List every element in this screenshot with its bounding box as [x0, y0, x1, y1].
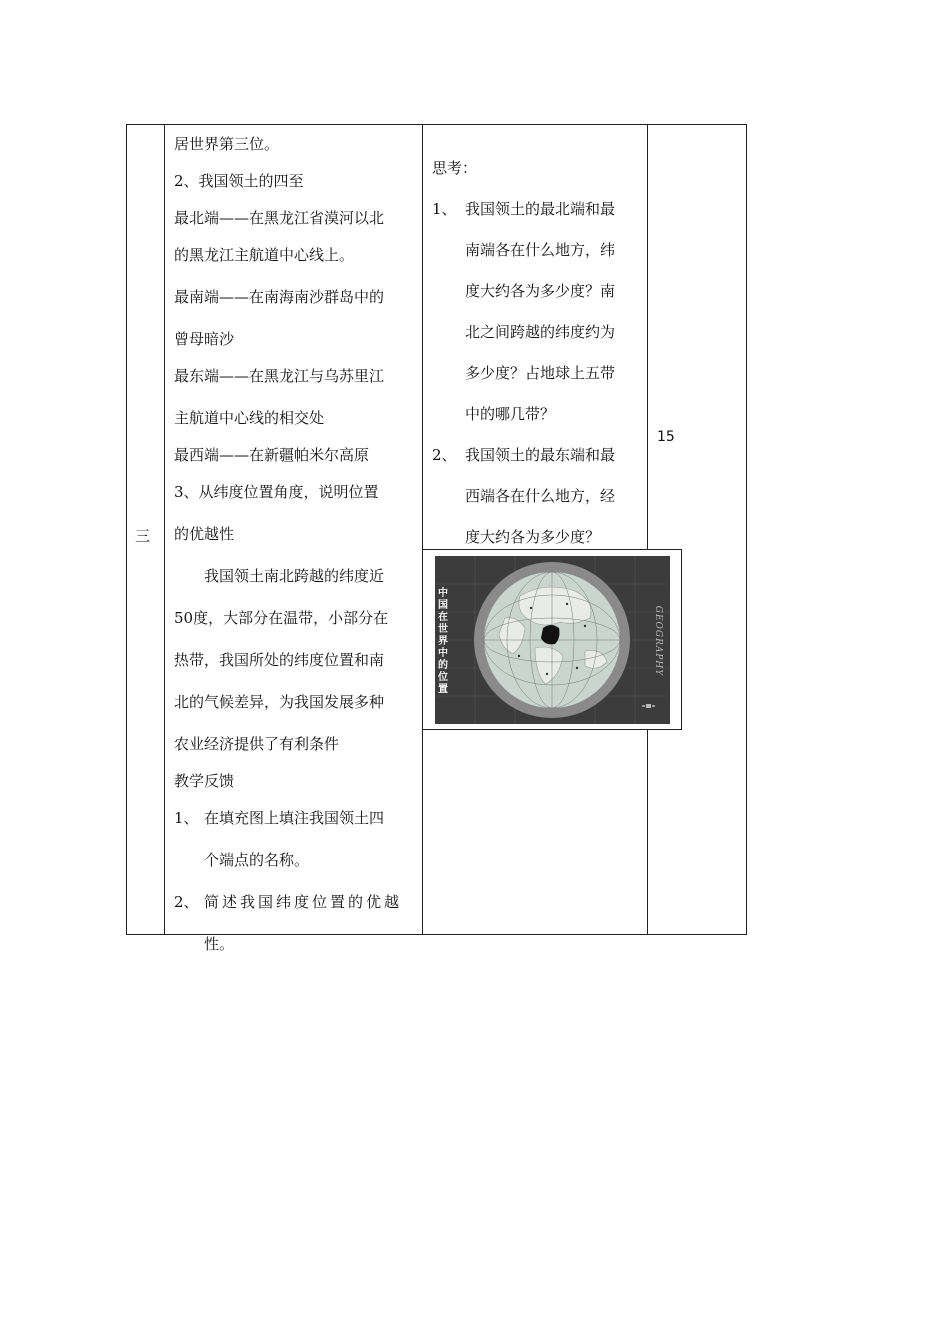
- content-line: 的优越性: [174, 525, 235, 543]
- content-line: 农业经济提供了有利条件: [174, 735, 340, 753]
- question-text: 北之间跨越的纬度约为: [465, 323, 616, 341]
- column-divider: [164, 125, 165, 934]
- content-line: 50度，大部分在温带，小部分在: [174, 609, 389, 627]
- content-line: 3、从纬度位置角度，说明位置: [174, 483, 379, 501]
- question-text: 度大约各为多少度？南: [465, 282, 616, 300]
- feedback-item: [174, 803, 418, 845]
- content-line: 最北端——在黑龙江省漠河以北: [174, 209, 385, 227]
- activity-heading: 思考：: [432, 159, 478, 177]
- map-image: [435, 556, 670, 724]
- question-number: 1、: [432, 200, 457, 218]
- globe-illustration: [435, 556, 670, 724]
- satellite-icon: [642, 701, 656, 711]
- world-map-figure: [422, 549, 682, 730]
- question-2: [432, 438, 647, 479]
- feedback-text-cont: 性。: [204, 935, 235, 953]
- question-number: 2、: [432, 446, 457, 464]
- question-text: 我国领土的最北端和最: [465, 200, 616, 218]
- question-text: 中的哪几带？: [465, 405, 556, 423]
- feedback-number: 2、: [174, 893, 199, 911]
- content-line: 主航道中心线的相交处: [174, 409, 325, 427]
- question-text: 南端各在什么地方，纬: [465, 241, 616, 259]
- content-line: 最南端——在南海南沙群岛中的: [174, 288, 385, 306]
- feedback-item: [174, 887, 418, 929]
- content-line: 居世界第三位。: [174, 135, 280, 153]
- question-text: 多少度？占地球上五带: [465, 364, 616, 382]
- lesson-table: [126, 124, 747, 953]
- feedback-number: 1、: [174, 809, 199, 827]
- question-text: 西端各在什么地方，经: [465, 487, 616, 505]
- feedback-text: 在填充图上填注我国领土四: [204, 809, 385, 827]
- question-text: 度大约各为多少度？: [465, 528, 601, 546]
- question-1: [432, 192, 647, 233]
- feedback-heading: 教学反馈: [174, 772, 235, 790]
- column-divider: [422, 125, 423, 934]
- content-line: 最西端——在新疆帕米尔高原: [174, 446, 370, 464]
- content-line: 热带，我国所处的纬度位置和南: [174, 651, 385, 669]
- time-minutes: 15: [657, 429, 675, 445]
- map-side-title: 中国在世界中的位置: [438, 588, 448, 695]
- content-line: 曾母暗沙: [174, 330, 235, 348]
- feedback-text: 简述我国纬度位置的优越: [204, 893, 403, 911]
- content-cell: [174, 129, 418, 966]
- content-line: 我国领土南北跨越的纬度近: [204, 567, 385, 585]
- content-line: 北的气候差异，为我国发展多种: [174, 693, 385, 711]
- content-line: 最东端——在黑龙江与乌苏里江: [174, 367, 385, 385]
- content-line: 的黑龙江主航道中心线上。: [174, 246, 355, 264]
- activity-cell: [432, 151, 647, 561]
- question-text: 我国领土的最东端和最: [465, 446, 616, 464]
- column-divider: [647, 125, 648, 934]
- content-line: 2、我国领土的四至: [174, 172, 304, 190]
- feedback-text-cont: 个端点的名称。: [204, 851, 310, 869]
- map-brand: GEOGRAPHY: [653, 605, 664, 677]
- stage-label: 三: [135, 527, 151, 545]
